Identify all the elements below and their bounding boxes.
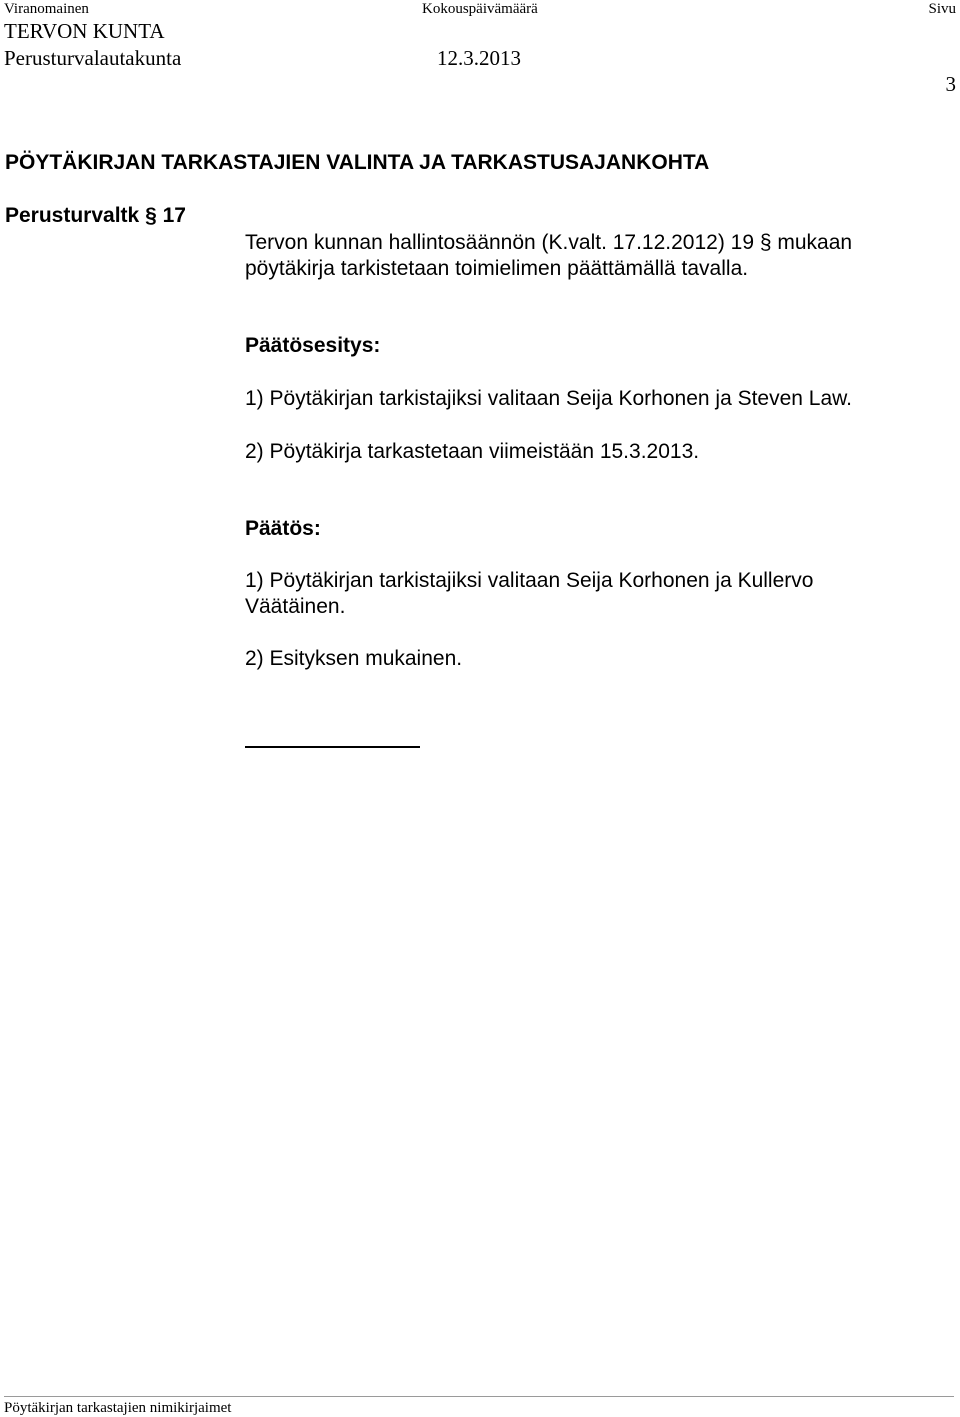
end-of-section-rule [245,746,420,748]
decision-item-2: 2) Esityksen mukainen. [245,647,463,670]
intro-line-1: Tervon kunnan hallintosäännön (K.valt. 17.12.2012) 19 § mukaan [245,231,853,254]
intro-line-2: pöytäkirja tarkistetaan toimielimen päättämällä tavalla. [245,257,749,280]
header-organization: TERVON KUNTA [4,19,165,43]
proposal-item-1: 1) Pöytäkirjan tarkistajiksi valitaan Seija Korhonen ja Steven Law. [245,387,852,410]
page-title: PÖYTÄKIRJAN TARKASTAJIEN VALINTA JA TARKASTUSAJANKOHTA [5,151,710,174]
header-meeting-date-label: Kokouspäivämäärä [422,1,538,17]
decision-item-1-line-1: 1) Pöytäkirjan tarkistajiksi valitaan Seija Korhonen ja Kullervo [245,569,814,592]
section-number: 17 [162,204,186,227]
header-board: Perusturvalautakunta [4,46,182,70]
header-authority-label: Viranomainen [4,1,89,17]
section-name: Perusturvaltk [5,204,140,227]
header-meeting-date: 12.3.2013 [437,46,521,70]
decision-item-1-line-2: Väätäinen. [245,595,346,618]
header-page-number: 3 [945,72,956,96]
section-symbol: § [145,204,157,227]
footer-initials-label: Pöytäkirjan tarkastajien nimikirjaimet [4,1400,232,1416]
proposal-item-2: 2) Pöytäkirja tarkastetaan viimeistään 15.3.2013. [245,440,700,463]
section-label [5,203,186,229]
proposal-label: Päätösesitys: [245,334,381,357]
decision-label: Päätös: [245,517,321,540]
footer-divider [4,1396,954,1397]
header-page-label: Sivu [928,1,956,17]
